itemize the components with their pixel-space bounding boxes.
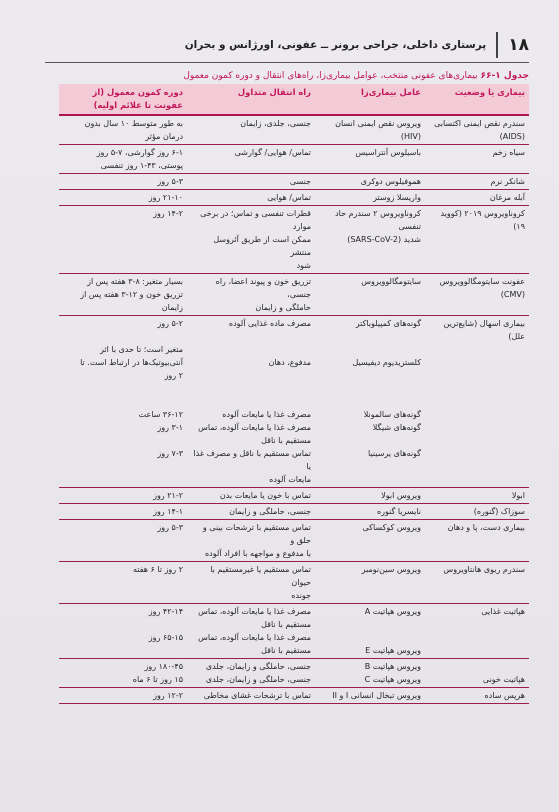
incubation-line: ۶-۱ روز گوارشی، ۷-۵ روز: [96, 148, 183, 157]
route-line: [191, 369, 311, 382]
route-line: ممکن است از طریق آئروسل منتشر: [213, 235, 311, 257]
route-line: تماس مستقیم یا غیرمستقیم با حیوان: [210, 565, 311, 587]
table-row: [59, 274, 529, 316]
route-line: شود: [296, 261, 311, 270]
agent-line: نایسریا گنوره: [376, 507, 421, 516]
cell-agent: [315, 115, 425, 145]
cell-route: [187, 488, 315, 504]
agent-line: ویروس سین‌نومبر: [361, 565, 421, 574]
agent-line: ویروس هپاتیت A: [364, 607, 421, 616]
route-line: جنسی: [289, 177, 311, 186]
incubation-line: متغیر است؛ تا حدی با اثر: [99, 345, 183, 354]
table-row: [59, 488, 529, 504]
cell-disease: [425, 174, 529, 190]
disease-line: سندرم ریوی هانتاویروس: [443, 565, 525, 574]
cell-route: [187, 562, 315, 604]
disease-line: شانکر نرم: [490, 177, 525, 186]
route-line: [191, 330, 311, 343]
table-row: [59, 316, 529, 488]
table-row: [59, 190, 529, 206]
table-title: بیماری‌های عفونی منتخب، عوامل بیماری‌زا، راه‌های انتقال و دوره کمون معمول: [183, 71, 478, 81]
incubation-line: ۱۵ روز تا ۶ ماه: [132, 675, 183, 684]
cell-agent: [315, 488, 425, 504]
column-header-agent: عامل بیماری‌زا: [315, 84, 425, 115]
disease-line: کروناویروس ۲۰۱۹ (کووید: [440, 209, 525, 218]
incubation-line: درمان مؤثر: [145, 132, 183, 141]
cell-incubation: [59, 604, 187, 659]
page-number: ۱۸: [496, 32, 529, 58]
incubation-line: ۱۴-۱ روز: [153, 507, 183, 516]
route-line: [191, 343, 311, 356]
cell-incubation: [59, 659, 187, 688]
agent-line: ویروس نقص ایمنی انسان (HIV): [335, 119, 421, 141]
agent-line: [319, 382, 421, 395]
disease-line: علل): [508, 332, 525, 341]
table-number: جدول ۱-۶۶: [480, 71, 529, 81]
route-line: مصرف ماده غذایی آلوده: [228, 319, 311, 328]
cell-agent: [315, 504, 425, 520]
infectious-diseases-table: [59, 84, 529, 704]
incubation-line: [63, 434, 183, 447]
cell-agent: [315, 520, 425, 562]
route-line: مصرف غذا یا مایعات آلوده، تماس: [198, 633, 311, 642]
cell-incubation: [59, 115, 187, 145]
agent-line: سایتومگالوویروس: [361, 277, 421, 286]
cell-disease: [425, 688, 529, 704]
agent-line: [319, 343, 421, 356]
cell-incubation: [59, 206, 187, 274]
cell-incubation: [59, 520, 187, 562]
table-row: [59, 520, 529, 562]
cell-agent: [315, 316, 425, 488]
incubation-line: ۵-۳ روز: [157, 177, 183, 186]
agent-line: گونه‌های کمپیلوباکتر: [355, 319, 421, 328]
incubation-line: ۵-۳ روز: [157, 523, 183, 532]
agent-line: گونه‌های سالمونلا: [363, 410, 421, 419]
agent-line: هموفیلوس دوکری: [360, 177, 421, 186]
cell-route: [187, 520, 315, 562]
route-line: مصرف غذا یا مایعات آلوده، تماس: [198, 607, 311, 616]
route-line: مستقیم با ناقل: [261, 646, 311, 655]
route-line: جونده: [291, 591, 311, 600]
route-line: تماس/ هوایی: [267, 193, 311, 202]
agent-line: [319, 618, 421, 631]
incubation-line: ۲ روز: [164, 371, 183, 380]
route-line: [191, 382, 311, 395]
route-line: مستقیم با ناقل: [261, 436, 311, 445]
agent-line: [319, 434, 421, 447]
page-header: [40, 28, 529, 62]
cell-agent: [315, 562, 425, 604]
disease-line: سندرم نقص ایمنی اکتسابی: [434, 119, 525, 128]
disease-line: عفونت سایتومگالوویروس: [439, 277, 525, 286]
table-row: [59, 115, 529, 145]
cell-agent: [315, 190, 425, 206]
agent-line: ویروس هپاتیت E: [365, 646, 421, 655]
cell-disease: [425, 206, 529, 274]
route-line: تماس با خون یا مایعات بدن: [219, 491, 311, 500]
agent-line: [319, 631, 421, 644]
route-line: تزریق خون و پیوند اعضا، راه جنسی،: [215, 277, 311, 299]
cell-agent: [315, 659, 425, 688]
incubation-line: پوستی، ۴۳-۱ روز تنفسی: [100, 161, 183, 170]
incubation-line: ۳۶-۱۲ ساعت: [138, 410, 183, 419]
agent-line: کروناویروس ۲ سندرم حاد تنفسی: [335, 209, 421, 231]
table-row: [59, 659, 529, 688]
cell-disease: [425, 316, 529, 488]
cell-disease: [425, 190, 529, 206]
cell-route: [187, 115, 315, 145]
route-line: تماس با ترشحات غشای مخاطی: [203, 691, 311, 700]
route-line: جنسی، حاملگی و زایمان: [229, 507, 311, 516]
incubation-line: [63, 382, 183, 395]
incubation-line: تزریق خون و ۱۲-۳ هفته پس از: [80, 290, 183, 299]
route-line: مستقیم با ناقل: [261, 620, 311, 629]
cell-incubation: [59, 174, 187, 190]
table-row: [59, 206, 529, 274]
cell-route: [187, 174, 315, 190]
cell-disease: [425, 115, 529, 145]
table-row: [59, 604, 529, 659]
disease-line: (CMV): [500, 290, 525, 299]
cell-incubation: [59, 190, 187, 206]
agent-line: واریسلا زوستر: [373, 193, 421, 202]
cell-route: [187, 190, 315, 206]
disease-line: آبله مرغان: [489, 193, 525, 202]
disease-line: بیماری اسهال (شایع‌ترین: [443, 319, 525, 328]
cell-disease: [425, 145, 529, 174]
route-line: قطرات تنفسی و تماس؛ در برخی موارد: [200, 209, 311, 231]
table-row: [59, 688, 529, 704]
agent-line: ویروس تبخال انسانی I و II: [332, 691, 421, 700]
table-row: [59, 504, 529, 520]
route-line: مایعات آلوده: [269, 475, 311, 484]
cell-disease: [425, 562, 529, 604]
route-line: تماس مستقیم با ناقل و مصرف غذا یا: [193, 449, 311, 471]
cell-agent: [315, 174, 425, 190]
cell-disease: [425, 520, 529, 562]
incubation-line: ۱۸۰-۴۵ روز: [144, 662, 183, 671]
table-header-row: [59, 84, 529, 115]
disease-line: بیماری دست، پا و دهان: [447, 523, 525, 532]
cell-agent: [315, 206, 425, 274]
table-body: [59, 115, 529, 704]
incubation-line: ۲۱-۱۰ روز: [148, 193, 183, 202]
route-line: تماس مستقیم با ترشحات بینی و حلق و: [202, 523, 311, 545]
cell-disease: [425, 274, 529, 316]
table-row: [59, 145, 529, 174]
cell-route: [187, 316, 315, 488]
incubation-line: ۱۲-۲ روز: [153, 691, 183, 700]
column-header-incubation: دوره کمون معمول (از عفونت تا علائم اولیه): [59, 84, 187, 115]
cell-disease: [425, 659, 529, 688]
route-line: تماس/ هوایی/ گوارشی: [234, 148, 311, 157]
route-line: جنسی، حاملگی و زایمان، جلدی: [205, 675, 311, 684]
incubation-line: بسیار متغیر: ۸-۳ هفته پس از: [87, 277, 183, 286]
header-rule: [45, 62, 529, 63]
cell-incubation: [59, 504, 187, 520]
cell-route: [187, 688, 315, 704]
cell-route: [187, 145, 315, 174]
incubation-line: ۲ روز تا ۶ هفته: [133, 565, 183, 574]
incubation-line: ۳-۱ روز: [157, 423, 183, 432]
cell-route: [187, 504, 315, 520]
route-line: مصرف غذا یا مایعات آلوده: [222, 410, 311, 419]
incubation-line: به طور متوسط ۱۰ سال بدون: [84, 119, 183, 128]
cell-incubation: [59, 562, 187, 604]
column-header-route: راه انتقال متداول: [187, 84, 315, 115]
route-line: [191, 395, 311, 408]
cell-route: [187, 206, 315, 274]
cell-route: [187, 604, 315, 659]
incubation-line: ۵-۲ روز: [157, 319, 183, 328]
table-caption: [60, 70, 529, 82]
cell-route: [187, 659, 315, 688]
table-row: [59, 174, 529, 190]
route-line: جنسی، جلدی، زایمان: [240, 119, 311, 128]
running-title: پرستاری داخلی، جراحی برونر ــ عفونی، اورژانس و بحران: [184, 39, 487, 51]
cell-agent: [315, 274, 425, 316]
cell-disease: [425, 504, 529, 520]
agent-line: ویروس ابولا: [381, 491, 421, 500]
agent-line: شدید (SARS-CoV-2): [347, 235, 421, 244]
agent-line: ویروس هپاتیت B: [364, 662, 421, 671]
incubation-line: ۷-۳ روز: [157, 449, 183, 458]
cell-incubation: [59, 274, 187, 316]
incubation-line: [63, 330, 183, 343]
cell-incubation: [59, 145, 187, 174]
disease-line: هپاتیت خونی: [482, 675, 525, 684]
cell-disease: [425, 488, 529, 504]
table-row: [59, 562, 529, 604]
disease-line: (AIDS): [499, 132, 525, 141]
cell-incubation: [59, 688, 187, 704]
incubation-line: ۱۴-۲ روز: [153, 209, 183, 218]
incubation-line: ۲۱-۲ روز: [153, 491, 183, 500]
incubation-line: [63, 395, 183, 408]
disease-line: [429, 660, 525, 673]
disease-line: سوزاک (گنوره): [473, 507, 525, 516]
incubation-line: ۴۲-۱۴ روز: [148, 607, 183, 616]
incubation-line: زایمان: [161, 303, 183, 312]
agent-line: [319, 395, 421, 408]
cell-agent: [315, 145, 425, 174]
disease-line: ۱۹): [513, 222, 525, 231]
agent-line: ویروس کوکساکی: [362, 523, 421, 532]
column-header-disease: بیماری یا وضعیت: [425, 84, 529, 115]
route-line: با مدفوع و مواجهه با افراد آلوده: [204, 549, 311, 558]
disease-line: سیاه زخم: [492, 148, 525, 157]
agent-line: کلستریدیوم دیفیسیل: [352, 358, 421, 367]
disease-line: هرپس ساده: [484, 691, 525, 700]
disease-line: ابولا: [511, 491, 525, 500]
disease-line: هپاتیت غذایی: [481, 607, 525, 616]
incubation-line: [63, 618, 183, 631]
agent-line: گونه‌های شیگلا: [372, 423, 421, 432]
incubation-line: آنتی‌بیوتیک‌ها در ارتباط است. تا: [80, 358, 183, 367]
cell-agent: [315, 688, 425, 704]
cell-route: [187, 274, 315, 316]
agent-line: [319, 330, 421, 343]
cell-incubation: [59, 316, 187, 488]
agent-line: [319, 369, 421, 382]
route-line: مدفوع، دهان: [268, 358, 311, 367]
agent-line: باسیلوس آنتراسیس: [355, 148, 421, 157]
route-line: مصرف غذا یا مایعات آلوده، تماس: [198, 423, 311, 432]
cell-agent: [315, 604, 425, 659]
incubation-line: ۶۵-۱۵ روز: [148, 633, 183, 642]
agent-line: ویروس هپاتیت C: [364, 675, 421, 684]
route-line: جنسی، حاملگی و زایمان، جلدی: [205, 662, 311, 671]
cell-disease: [425, 604, 529, 659]
agent-line: گونه‌های یرسینیا: [368, 449, 421, 458]
cell-incubation: [59, 488, 187, 504]
route-line: حاملگی و زایمان: [255, 303, 311, 312]
